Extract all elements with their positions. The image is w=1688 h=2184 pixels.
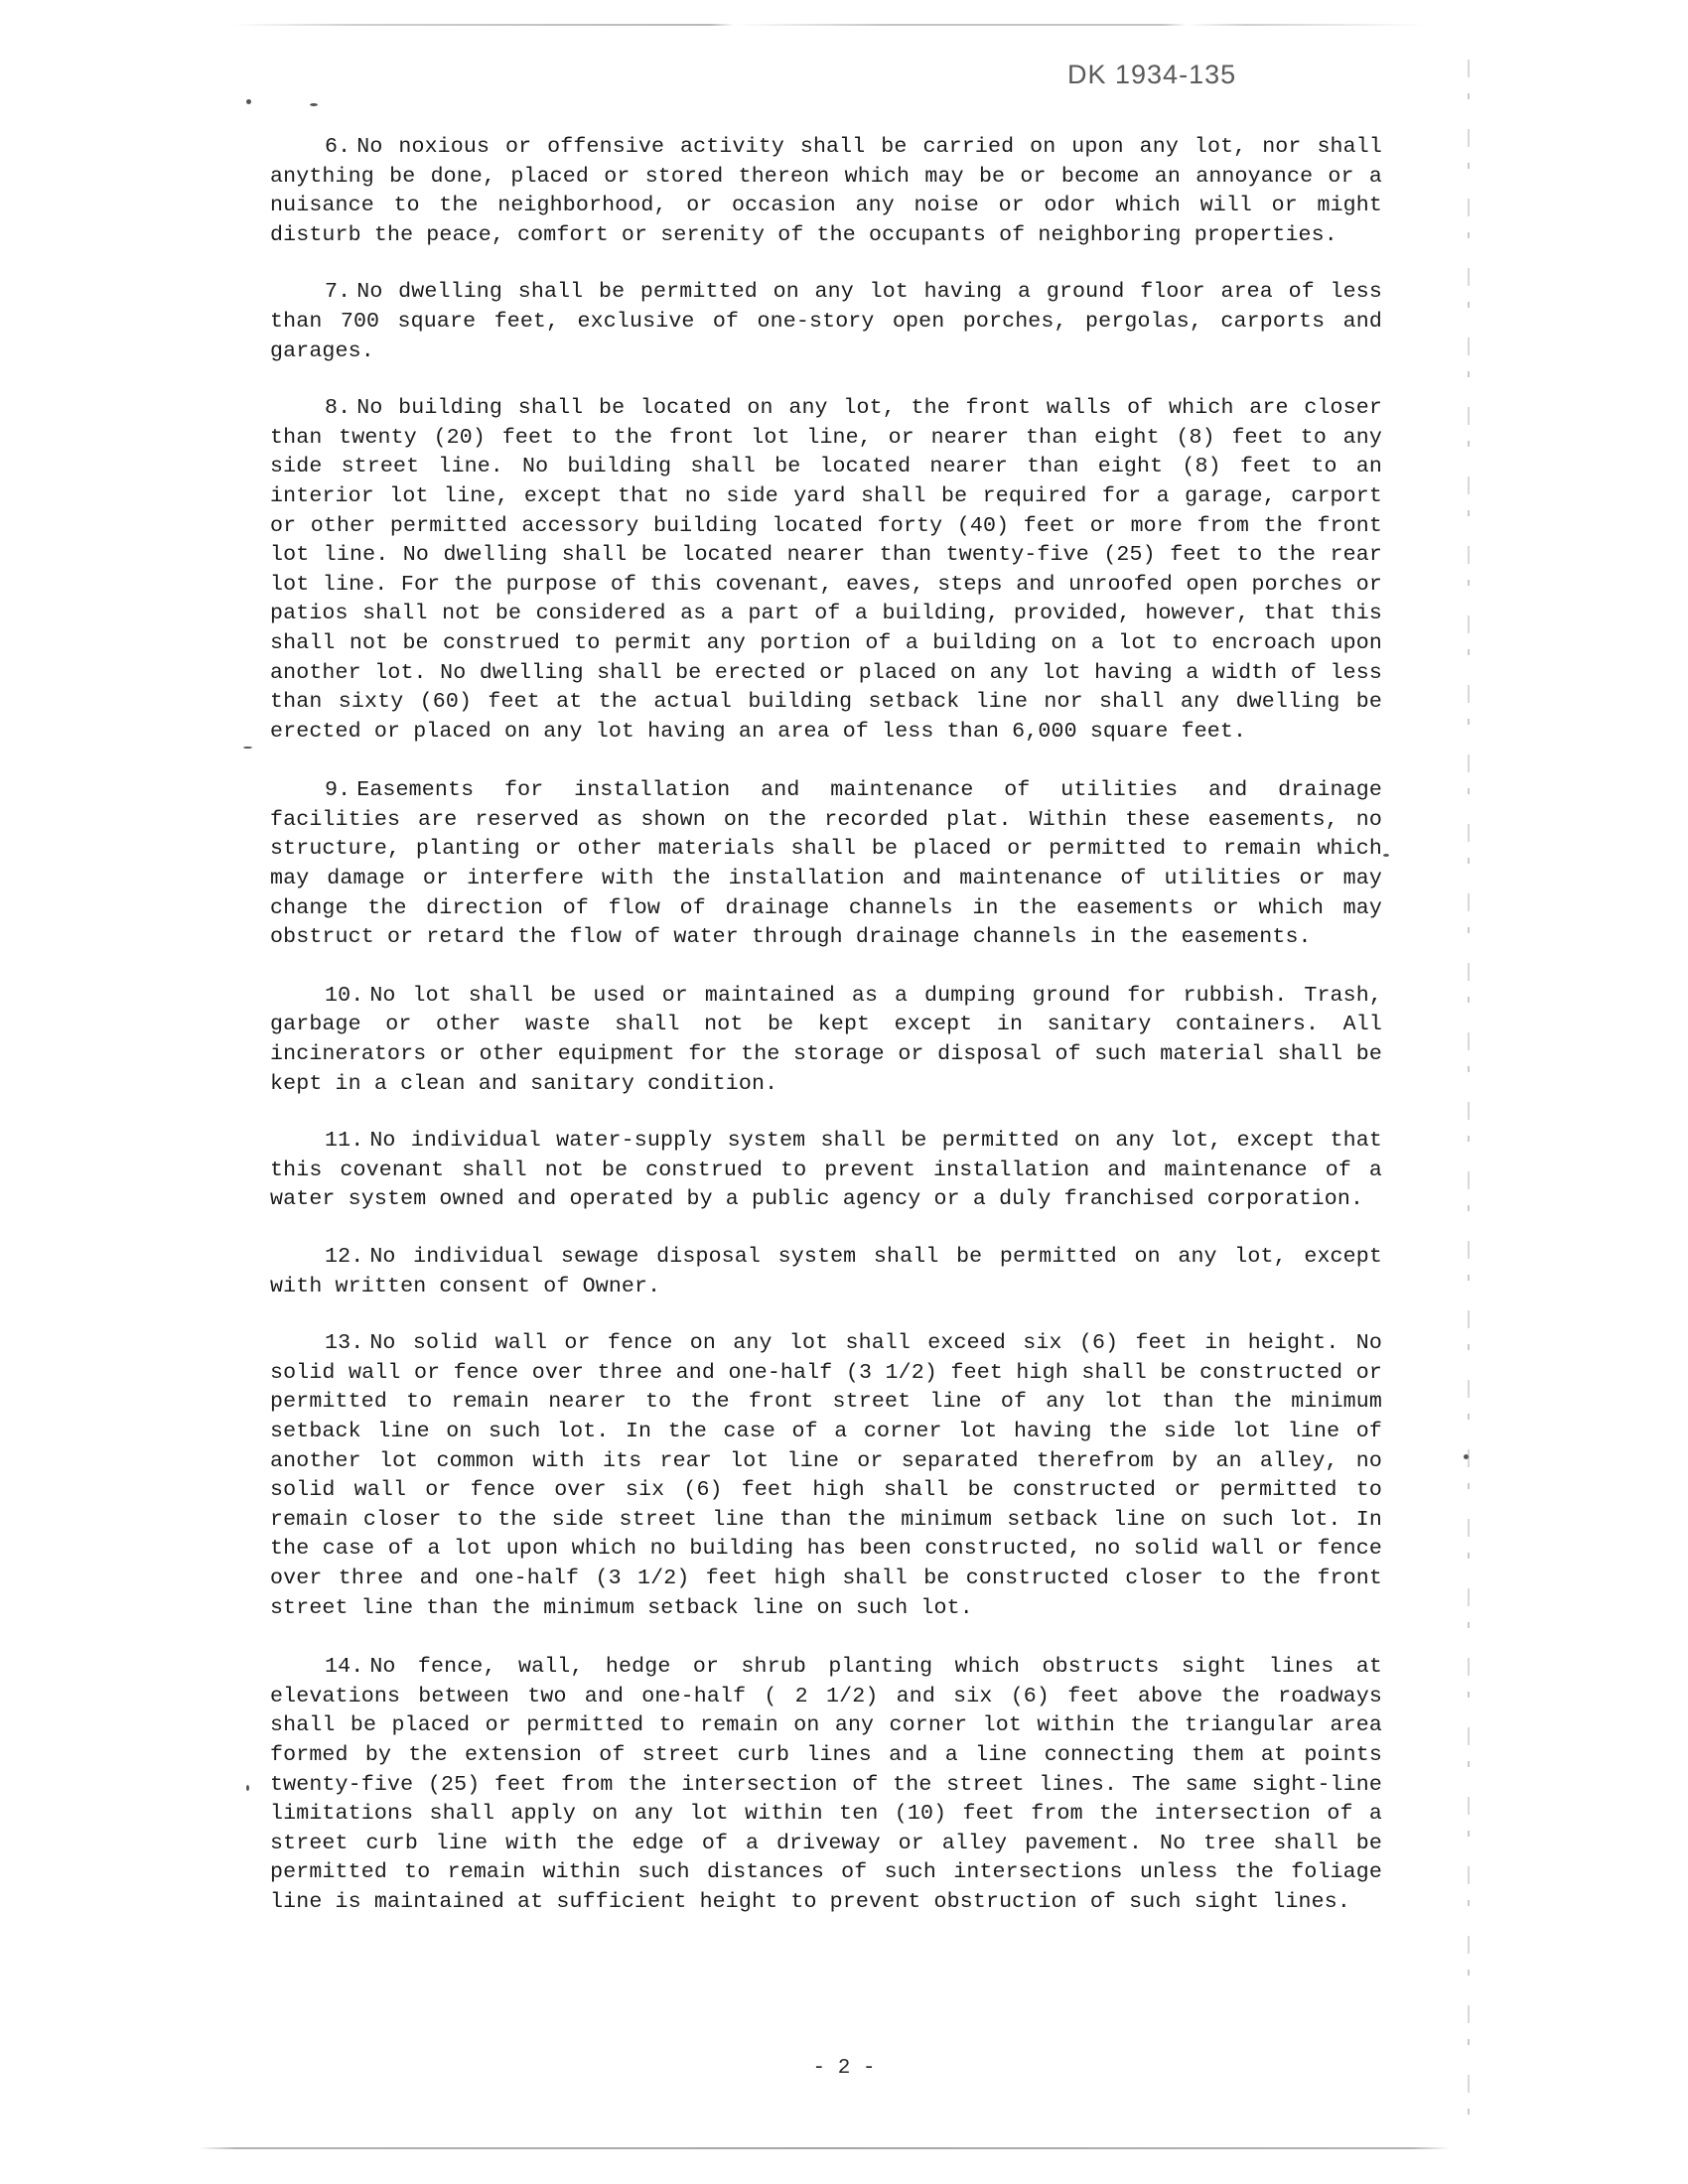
paragraph-text: No individual sewage disposal system shall be permitted on any lot, except with written consent of Owner. bbox=[270, 1245, 1382, 1298]
covenant-body bbox=[270, 133, 1382, 1945]
paragraph-text: No building shall be located on any lot, the front walls of which are closer than twenty (20) feet to the front lot line, or nearer than eight (8) feet to any side street line. No building shall be located nearer than eight (8) feet to an interior lot line, except that no side yard shall be required for a garage, carport or other permitted accessory building located forty (40) feet or more from the front lot line. No dwelling shall be located nearer than twenty-five (25) feet to the rear lot line. For the purpose of this covenant, eaves, steps and unroofed open porches or patios shall not be considered as a part of a building, provided, however, that this shall not be construed to permit any portion of a building on a lot to encroach upon another lot. No dwelling shall be erected or placed on any lot having a width of less than sixty (60) feet at the actual building setback line nor shall any dwelling be erected or placed on any lot having an area of less than 6,000 square feet. bbox=[270, 396, 1382, 744]
scan-edge-bottom bbox=[199, 2147, 1450, 2149]
paragraph-text: No lot shall be used or maintained as a dumping ground for rubbish. Trash, garbage or other waste shall not be kept except in sanitary containers. All incinerators or other equipment for the storage or disposal of such material shall be kept in a clean and sanitary condition. bbox=[270, 983, 1382, 1096]
paragraph-text: Easements for installation and maintenance of utilities and drainage facilities are reserved as shown on the recorded plat. Within these easements, no structure, planting or other materials shall be placed or permitted to remain which may damage or interfere with the installation and maintenance of utilities or may change the direction of flow of drainage channels in the easements or which may obstruct or retard the flow of water through drainage channels in the easements. bbox=[270, 778, 1382, 950]
paragraph-10 bbox=[270, 982, 1382, 1099]
scan-speck bbox=[1464, 1454, 1469, 1459]
paragraph-number: 13. bbox=[325, 1331, 364, 1356]
paragraph-number: 6. bbox=[325, 135, 352, 159]
scan-edge-top bbox=[233, 24, 1425, 26]
document-number: DK 1934-135 bbox=[1067, 60, 1237, 89]
paragraph-13 bbox=[270, 1329, 1382, 1623]
paragraph-text: No individual water-supply system shall be permitted on any lot, except that this covenant shall not be construed to prevent installation and maintenance of a water system owned and operated by a public agency or a duly franchised corporation. bbox=[270, 1129, 1382, 1212]
paragraph-text: No fence, wall, hedge or shrub planting which obstructs sight lines at elevations between two and one-half ( 2 1/2) and six (6) feet above the roadways shall be placed or permitted to remain on any corner lot within the triangular area formed by the extension of street curb lines and a line connecting them at points twenty-five (25) feet from the intersection of the street lines. The same sight-line limitations shall apply on any lot within ten (10) feet from the intersection of a street curb line with the edge of a driveway or alley pavement. No tree shall be permitted to remain within such distances of such intersections unless the foliage line is maintained at sufficient height to prevent obstruction of such sight lines. bbox=[270, 1655, 1382, 1914]
paragraph-text: No dwelling shall be permitted on any lot having a ground floor area of less than 700 square feet, exclusive of one-story open porches, pergolas, carports and garages. bbox=[270, 280, 1382, 363]
paragraph-number: 7. bbox=[325, 280, 352, 305]
paragraph-text: No solid wall or fence on any lot shall exceed six (6) feet in height. No solid wall or fence over three and one-half (3 1/2) feet high shall be constructed or permitted to remain nearer to the front street line of any lot than the minimum setback line on such lot. In the case of a corner lot having the side lot line of another lot common with its rear lot line or separated therefrom by an alley, no solid wall or fence over six (6) feet high shall be constructed or permitted to remain closer to the side street line than the minimum setback line on such lot. In the case of a lot upon which no building has been constructed, no solid wall or fence over three and one-half (3 1/2) feet high shall be constructed closer to the front street line than the minimum setback line on such lot. bbox=[270, 1331, 1382, 1620]
paragraph-number: 9. bbox=[325, 778, 352, 803]
paragraph-12 bbox=[270, 1243, 1382, 1301]
page-number: - 2 - bbox=[812, 2057, 876, 2080]
paragraph-9 bbox=[270, 776, 1382, 953]
paragraph-number: 12. bbox=[325, 1245, 364, 1269]
scan-edge-right bbox=[1468, 60, 1470, 2124]
paragraph-8 bbox=[270, 394, 1382, 747]
paragraph-14 bbox=[270, 1653, 1382, 1917]
paragraph-6 bbox=[270, 133, 1382, 250]
paragraph-11 bbox=[270, 1127, 1382, 1215]
paragraph-number: 11. bbox=[325, 1129, 364, 1154]
paragraph-number: 8. bbox=[325, 396, 352, 421]
scan-speck bbox=[246, 99, 251, 104]
scan-speck bbox=[243, 747, 252, 749]
paragraph-text: No noxious or offensive activity shall be carried on upon any lot, nor shall anything be done, placed or stored thereon which may be or become an annoyance or a nuisance to the neighborhood, or occasion any noise or odor which will or might disturb the peace, comfort or serenity of the occupants of neighboring properties. bbox=[270, 135, 1382, 247]
scan-speck bbox=[1383, 854, 1389, 857]
paragraph-7 bbox=[270, 278, 1382, 366]
paragraph-number: 10. bbox=[325, 983, 364, 1008]
scan-speck bbox=[246, 1785, 249, 1791]
scan-speck bbox=[310, 103, 318, 106]
paragraph-number: 14. bbox=[325, 1655, 364, 1680]
